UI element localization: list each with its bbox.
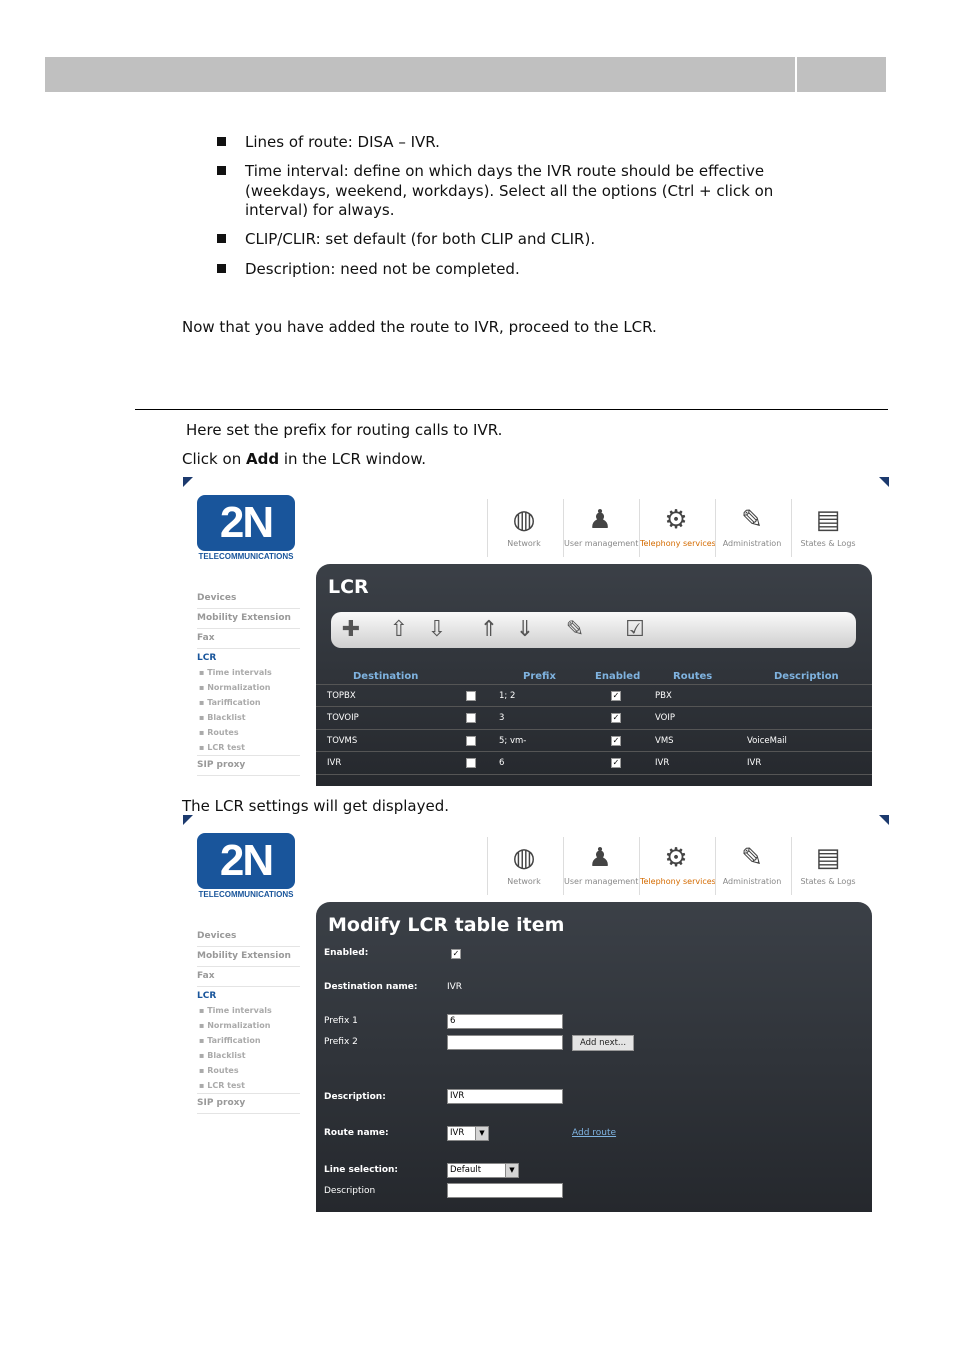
- nav-network[interactable]: [487, 837, 560, 895]
- paragraph-proceed: Now that you have added the route to IVR, proceed to the LCR.: [182, 318, 657, 336]
- cell-description: VoiceMail: [747, 736, 787, 746]
- sidebar: [197, 589, 300, 776]
- sidebar-item-devices[interactable]: Devices: [197, 589, 300, 609]
- enabled-checkbox[interactable]: ✓: [612, 736, 620, 745]
- nav-telephony-services[interactable]: [639, 837, 716, 895]
- bullet-text: CLIP/CLIR: set default (for both CLIP and CLIR).: [245, 230, 596, 248]
- nav-label: Administration: [722, 539, 782, 548]
- panel-title: Modify LCR table item: [328, 914, 565, 936]
- nav-label: States & Logs: [800, 539, 856, 548]
- nav-label: Network: [507, 877, 541, 886]
- col-prefix: Prefix: [523, 671, 556, 682]
- sidebar-item-mobility[interactable]: Mobility Extension: [197, 947, 300, 967]
- cell-route: VOIP: [655, 713, 675, 723]
- globe-icon: ◍: [512, 505, 536, 535]
- sidebar-sub-lcr-test[interactable]: ▪ LCR test: [199, 1081, 245, 1090]
- bullet-text: Time interval: define on which days the IVR route should be effective (weekdays, weekend, workdays). Select all the options (Ctrl + click on interval) for always.: [245, 162, 774, 219]
- sidebar-item-sip-proxy[interactable]: SIP proxy: [197, 1093, 300, 1114]
- arrow-up-icon[interactable]: ⇧: [389, 617, 409, 642]
- select-checkbox[interactable]: [466, 736, 476, 746]
- paragraph-click-add: [182, 450, 426, 468]
- nav-label: User management: [564, 877, 639, 886]
- destination-label: Destination name:: [324, 982, 418, 992]
- move-top-icon[interactable]: ⇑: [479, 617, 499, 642]
- nav-label: Telephony services: [640, 877, 716, 886]
- document-icon: ▤: [815, 505, 841, 535]
- panel-title: LCR: [328, 576, 369, 598]
- route-name-label: Route name:: [324, 1128, 389, 1138]
- plus-icon[interactable]: ✚: [341, 617, 361, 642]
- lcr-toolbar: [331, 612, 856, 648]
- globe-icon: ◍: [512, 843, 536, 873]
- add-next-button[interactable]: Add next...: [572, 1035, 634, 1051]
- sidebar-sub-blacklist[interactable]: ▪ Blacklist: [199, 1051, 246, 1060]
- prefix1-input[interactable]: 6: [447, 1014, 563, 1029]
- cell-prefix: 1; 2: [499, 691, 516, 701]
- sidebar-sub-tariffication[interactable]: ▪ Tariffication: [199, 698, 261, 707]
- nav-states-logs[interactable]: [791, 837, 864, 895]
- sidebar-item-sip-proxy[interactable]: SIP proxy: [197, 755, 300, 776]
- sidebar-sub-tariffication[interactable]: ▪ Tariffication: [199, 1036, 261, 1045]
- sidebar-sub-normalization[interactable]: ▪ Normalization: [199, 1021, 271, 1030]
- table-row[interactable]: [316, 729, 872, 752]
- add-emphasis: Add: [245, 450, 280, 468]
- user-icon: ♟: [588, 505, 612, 535]
- prefix2-input[interactable]: [447, 1035, 563, 1050]
- sidebar: [197, 927, 300, 1114]
- cell-route: VMS: [655, 736, 674, 746]
- arrow-down-icon[interactable]: ⇩: [427, 617, 447, 642]
- page-header-bar: [45, 57, 886, 92]
- nav-label: User management: [564, 539, 639, 548]
- logo: 2N: [197, 833, 295, 889]
- line-selection-label: Line selection:: [324, 1165, 399, 1175]
- phone-gear-icon: ⚙: [664, 505, 688, 535]
- route-name-value: IVR: [450, 1128, 465, 1138]
- nav-network[interactable]: [487, 499, 560, 557]
- col-description: Description: [774, 671, 839, 682]
- sidebar-item-fax[interactable]: Fax: [197, 967, 300, 987]
- sidebar-item-lcr[interactable]: LCR: [197, 991, 217, 1001]
- sidebar-sub-lcr-test[interactable]: ▪ LCR test: [199, 743, 245, 752]
- select-checkbox[interactable]: [466, 691, 476, 701]
- line-selection-select[interactable]: [447, 1163, 519, 1178]
- logo-subtitle: TELECOMMUNICATIONS: [198, 552, 294, 561]
- document-icon: ▤: [815, 843, 841, 873]
- add-route-link[interactable]: Add route: [572, 1128, 617, 1138]
- destination-value: IVR: [447, 982, 463, 992]
- modify-panel: [316, 902, 872, 1212]
- description2-label: Description: [324, 1186, 376, 1196]
- cell-description: IVR: [747, 758, 762, 768]
- enabled-checkbox[interactable]: ✓: [612, 713, 620, 722]
- nav-administration[interactable]: [715, 499, 788, 557]
- select-checkbox[interactable]: [466, 713, 476, 723]
- cell-prefix: 3: [499, 713, 505, 723]
- cell-destination: IVR: [327, 758, 342, 768]
- col-routes: Routes: [673, 671, 713, 682]
- enabled-checkbox[interactable]: ✓: [612, 758, 620, 767]
- nav-telephony-services[interactable]: [639, 499, 716, 557]
- bullet-text: Description: need not be completed.: [245, 260, 520, 278]
- nav-administration[interactable]: [715, 837, 788, 895]
- bullet-text: Lines of route: DISA – IVR.: [245, 133, 440, 151]
- description-input[interactable]: IVR: [447, 1089, 563, 1104]
- sidebar-sub-time-intervals[interactable]: ▪ Time intervals: [199, 668, 272, 677]
- chevron-down-icon: ▼: [475, 1127, 488, 1140]
- enable-check-icon[interactable]: ☑: [625, 617, 645, 642]
- nav-label: States & Logs: [800, 877, 856, 886]
- line-selection-value: Default: [450, 1165, 482, 1175]
- sidebar-sub-routes[interactable]: ▪ Routes: [199, 728, 239, 737]
- cell-route: PBX: [655, 691, 672, 701]
- nav-user-management[interactable]: [563, 837, 639, 895]
- cell-destination: TOVOIP: [327, 713, 359, 723]
- prefix1-label: Prefix 1: [324, 1016, 358, 1026]
- description-label: Description:: [324, 1092, 386, 1102]
- enabled-checkbox[interactable]: ✓: [612, 691, 620, 700]
- logo-subtitle: TELECOMMUNICATIONS: [198, 890, 294, 899]
- prefix2-label: Prefix 2: [324, 1037, 358, 1047]
- user-icon: ♟: [588, 843, 612, 873]
- col-destination: Destination: [353, 671, 419, 682]
- nav-user-management[interactable]: [563, 499, 639, 557]
- sidebar-sub-normalization[interactable]: ▪ Normalization: [199, 683, 271, 692]
- move-bottom-icon[interactable]: ⇓: [515, 617, 535, 642]
- tools-icon: ✎: [741, 505, 763, 535]
- description2-input[interactable]: [447, 1183, 563, 1198]
- route-name-select[interactable]: [447, 1126, 489, 1141]
- section-rule: [135, 409, 888, 410]
- lcr-screenshot: [183, 477, 889, 786]
- nav-label: Network: [507, 539, 541, 548]
- cell-destination: TOPBX: [327, 691, 356, 701]
- sidebar-sub-routes[interactable]: ▪ Routes: [199, 1066, 239, 1075]
- nav-label: Administration: [722, 877, 782, 886]
- pencil-icon[interactable]: ✎: [565, 617, 585, 642]
- enabled-label: Enabled:: [324, 948, 369, 958]
- header-divider: [795, 57, 797, 92]
- tools-icon: ✎: [741, 843, 763, 873]
- phone-gear-icon: ⚙: [664, 843, 688, 873]
- table-row[interactable]: [316, 684, 872, 707]
- enabled-checkbox[interactable]: ✓: [452, 949, 460, 958]
- nav-states-logs[interactable]: [791, 499, 864, 557]
- table-row[interactable]: [316, 751, 872, 775]
- cell-prefix: 5; vm-: [499, 736, 527, 746]
- logo: 2N: [197, 495, 295, 551]
- text: in the LCR window.: [279, 450, 426, 468]
- sidebar-sub-time-intervals[interactable]: ▪ Time intervals: [199, 1006, 272, 1015]
- paragraph-displayed: The LCR settings will get displayed.: [182, 797, 449, 815]
- cell-destination: TOVMS: [327, 736, 358, 746]
- text: Click on: [182, 450, 246, 468]
- sidebar-item-mobility[interactable]: Mobility Extension: [197, 609, 300, 629]
- select-checkbox[interactable]: [466, 758, 476, 768]
- sidebar-item-fax[interactable]: Fax: [197, 629, 300, 649]
- paragraph-prefix: Here set the prefix for routing calls to IVR.: [186, 421, 503, 439]
- nav-label: Telephony services: [640, 539, 716, 548]
- sidebar-sub-blacklist[interactable]: ▪ Blacklist: [199, 713, 246, 722]
- modify-lcr-screenshot: [183, 815, 889, 1212]
- col-enabled: Enabled: [595, 671, 641, 682]
- chevron-down-icon: ▼: [505, 1164, 518, 1177]
- cell-prefix: 6: [499, 758, 505, 768]
- lcr-panel: [316, 564, 872, 786]
- sidebar-item-lcr[interactable]: LCR: [197, 653, 217, 663]
- sidebar-item-devices[interactable]: Devices: [197, 927, 300, 947]
- cell-route: IVR: [655, 758, 670, 768]
- table-row[interactable]: [316, 706, 872, 729]
